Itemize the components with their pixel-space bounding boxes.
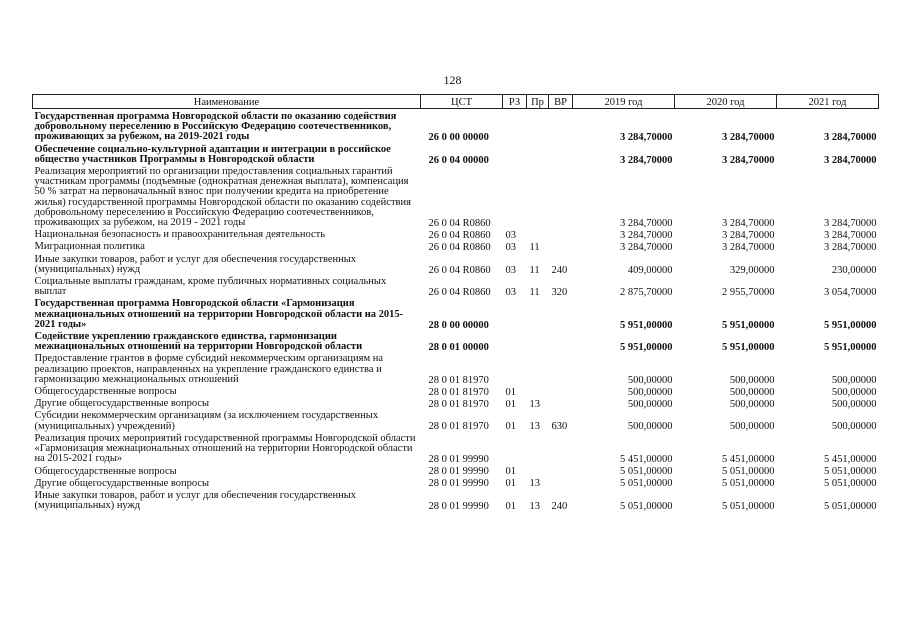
- row-amount-2020: 5 451,00000: [722, 454, 775, 465]
- row-amount-2021: 5 051,00000: [824, 466, 877, 478]
- row-amount-2019: 5 051,00000: [620, 478, 673, 490]
- row-pr-code: 13: [529, 500, 540, 512]
- column-header-pr: Пр: [527, 95, 549, 109]
- row-pr-code: [527, 166, 549, 229]
- row-amount-2020: 5 951,00000: [722, 319, 775, 331]
- row-pr-code: [527, 433, 549, 466]
- row-amount-2020: 500,00000: [729, 386, 775, 398]
- table-row: [33, 433, 879, 466]
- row-amount-2021: 5 051,00000: [824, 478, 877, 490]
- row-rz-code: [503, 331, 527, 353]
- row-amount-2021: 5 451,00000: [824, 454, 877, 465]
- table-row: [33, 353, 879, 386]
- row-vr-code: [549, 166, 573, 229]
- row-name: Национальная безопасность и правоохранительная деятельность: [34, 229, 326, 241]
- row-cst-code: 28 0 00 00000: [428, 319, 489, 331]
- table-row: [33, 298, 879, 331]
- row-rz-code: 01: [505, 386, 516, 398]
- column-header-vr: ВР: [549, 95, 573, 109]
- row-amount-2019: 3 284,70000: [620, 154, 673, 166]
- row-amount-2021: 3 054,70000: [824, 286, 877, 298]
- row-amount-2020: 500,00000: [729, 398, 775, 410]
- row-rz-code: [503, 144, 527, 166]
- row-amount-2020: 3 284,70000: [722, 154, 775, 166]
- row-rz-code: [503, 353, 527, 386]
- row-name: Государственная программа Новгородской области «Гармонизация межнациональных отношений на территории Новгородской области на 2015-2021 годы»: [34, 298, 404, 330]
- row-rz-code: [503, 433, 527, 466]
- row-cst-code: 28 0 01 81970: [428, 398, 489, 410]
- row-amount-2020: 5 051,00000: [722, 500, 775, 512]
- row-pr-code: [527, 144, 549, 166]
- row-pr-code: [527, 298, 549, 331]
- row-vr-code: [549, 331, 573, 353]
- row-amount-2021: 500,00000: [831, 398, 877, 410]
- row-name: Реализация мероприятий по организации предоставления социальных гарантий участникам программы (подъемные (однократная денежная выплата), компенсация 50 % затрат на первоначальный взнос при получении кредита на приобретение жилья) государственной программы Новгородской области по оказанию содействия добровольному переселению в Российскую Федерацию соотечественников, проживающих за рубежом, на 2019 - 2021 годы: [34, 166, 411, 229]
- row-amount-2021: 3 284,70000: [824, 229, 877, 241]
- row-amount-2019: 500,00000: [627, 386, 673, 398]
- column-header-2021: 2021 год: [777, 95, 879, 109]
- row-amount-2021: 500,00000: [831, 421, 877, 433]
- row-name: Иные закупки товаров, работ и услуг для обеспечения государственных (муниципальных) нужд: [34, 489, 357, 512]
- row-vr-code: [549, 466, 573, 478]
- row-amount-2021: 500,00000: [831, 386, 877, 398]
- table-row: [33, 386, 879, 398]
- row-rz-code: 03: [505, 264, 516, 276]
- row-amount-2020: 3 284,70000: [722, 242, 775, 254]
- table-row: [33, 111, 879, 144]
- row-vr-code: [549, 144, 573, 166]
- row-amount-2021: 3 284,70000: [824, 242, 877, 254]
- row-vr-code: [549, 386, 573, 398]
- row-amount-2019: 5 951,00000: [620, 319, 673, 331]
- row-rz-code: 01: [505, 500, 516, 512]
- row-cst-code: 26 0 04 00000: [428, 154, 489, 166]
- row-amount-2019: 3 284,70000: [620, 229, 673, 241]
- row-name: Субсидии некоммерческим организациям (за исключением государственных (муниципальных) учреждений): [34, 410, 379, 432]
- row-amount-2020: 5 951,00000: [722, 341, 775, 353]
- row-amount-2019: 500,00000: [627, 421, 673, 433]
- row-cst-code: 28 0 01 81970: [428, 421, 489, 433]
- row-vr-code: [549, 353, 573, 386]
- row-amount-2021: 500,00000: [831, 374, 877, 386]
- row-amount-2021: 3 284,70000: [824, 217, 877, 229]
- row-amount-2021: 5 951,00000: [824, 319, 877, 331]
- row-name: Иные закупки товаров, работ и услуг для обеспечения государственных (муниципальных) нужд: [34, 253, 357, 275]
- column-header-2019: 2019 год: [573, 95, 675, 109]
- row-cst-code: 28 0 01 99990: [428, 466, 489, 478]
- table-row: [33, 254, 879, 276]
- table-body: [33, 109, 879, 513]
- row-amount-2020: 5 051,00000: [722, 478, 775, 490]
- row-vr-code: [549, 398, 573, 410]
- row-cst-code: 28 0 01 99990: [428, 500, 489, 512]
- table-row: [33, 241, 879, 253]
- row-amount-2020: 500,00000: [729, 374, 775, 386]
- row-pr-code: 11: [529, 286, 540, 298]
- row-cst-code: 28 0 01 81970: [428, 386, 489, 398]
- row-rz-code: 01: [505, 398, 516, 410]
- row-pr-code: 11: [529, 242, 540, 254]
- row-vr-code: [549, 241, 573, 253]
- row-name: Миграционная политика: [34, 241, 145, 253]
- row-rz-code: [503, 298, 527, 331]
- row-name: Реализация прочих мероприятий государственной программы Новгородской области «Гармонизация межнациональных отношений на территории Новгородской области на 2015-2021 годы»: [34, 432, 416, 465]
- row-cst-code: 28 0 01 99990: [428, 454, 489, 465]
- row-cst-code: 26 0 00 00000: [428, 132, 489, 144]
- column-header-name: Наименование: [33, 95, 421, 109]
- row-name: Обеспечение социально-культурной адаптации и интеграции в российское общество участников Программы в Новгородской области: [34, 143, 391, 165]
- table-row: [33, 398, 879, 410]
- row-rz-code: 03: [505, 242, 516, 254]
- row-amount-2021: 3 284,70000: [824, 132, 877, 144]
- row-pr-code: [527, 331, 549, 353]
- row-amount-2021: 230,00000: [831, 264, 877, 276]
- row-amount-2021: 5 051,00000: [824, 500, 877, 512]
- row-vr-code: 240: [551, 264, 568, 276]
- row-cst-code: 28 0 01 99990: [428, 478, 489, 490]
- row-name: Общегосударственные вопросы: [34, 386, 177, 398]
- row-pr-code: [527, 229, 549, 241]
- row-amount-2019: 500,00000: [627, 374, 673, 386]
- row-amount-2020: 2 955,70000: [722, 286, 775, 298]
- row-amount-2019: 2 875,70000: [620, 286, 673, 298]
- row-amount-2020: 3 284,70000: [722, 217, 775, 229]
- row-name: Другие общегосударственные вопросы: [34, 398, 210, 410]
- row-amount-2021: 5 951,00000: [824, 341, 877, 353]
- row-vr-code: [549, 433, 573, 466]
- table-row: [33, 410, 879, 432]
- row-amount-2020: 500,00000: [729, 421, 775, 433]
- row-pr-code: [527, 386, 549, 398]
- row-vr-code: [549, 229, 573, 241]
- row-vr-code: 240: [551, 500, 568, 512]
- row-rz-code: 03: [505, 229, 516, 241]
- row-vr-code: [549, 298, 573, 331]
- row-cst-code: 28 0 01 81970: [428, 374, 489, 386]
- row-rz-code: [503, 166, 527, 229]
- table-row: [33, 229, 879, 241]
- row-vr-code: [549, 478, 573, 490]
- row-amount-2019: 409,00000: [627, 264, 673, 276]
- row-rz-code: 03: [505, 286, 516, 298]
- row-cst-code: 28 0 01 00000: [428, 341, 489, 353]
- table-row: [33, 276, 879, 298]
- row-vr-code: [549, 111, 573, 144]
- budget-table: [32, 94, 879, 512]
- row-name: Общегосударственные вопросы: [34, 465, 177, 477]
- row-name: Содействие укреплению гражданского единства, гармонизации межнациональных отношений на территории Новгородской области: [34, 331, 363, 353]
- row-name: Предоставление грантов в форме субсидий некоммерческим организациям на реализацию проектов, направленных на укрепление гражданского единства и гармонизацию межнациональных отношений: [34, 353, 384, 385]
- row-pr-code: 13: [529, 421, 540, 433]
- table-row: [33, 144, 879, 166]
- row-cst-code: 26 0 04 R0860: [428, 217, 491, 229]
- row-vr-code: 630: [551, 421, 568, 433]
- row-amount-2020: 5 051,00000: [722, 466, 775, 478]
- row-amount-2020: 3 284,70000: [722, 229, 775, 241]
- row-cst-code: 26 0 04 R0860: [428, 229, 491, 241]
- row-amount-2020: 3 284,70000: [722, 132, 775, 144]
- row-amount-2019: 5 051,00000: [620, 500, 673, 512]
- row-pr-code: [527, 111, 549, 144]
- row-name: Государственная программа Новгородской области по оказанию содействия добровольному переселению в Российскую Федерацию соотечественников, проживающих за рубежом, на 2019-2021 годы: [34, 111, 397, 143]
- page-number: 128: [443, 73, 462, 87]
- column-header-cst: ЦСТ: [421, 95, 503, 109]
- table-row: [33, 466, 879, 478]
- row-rz-code: 01: [505, 421, 516, 433]
- row-cst-code: 26 0 04 R0860: [428, 242, 491, 254]
- table-row: [33, 166, 879, 229]
- row-pr-code: 13: [529, 398, 540, 410]
- row-rz-code: 01: [505, 478, 516, 490]
- row-name: Социальные выплаты гражданам, кроме публичных нормативных социальных выплат: [34, 276, 387, 298]
- row-rz-code: [503, 111, 527, 144]
- table-row: [33, 490, 879, 512]
- row-pr-code: [527, 466, 549, 478]
- row-amount-2019: 5 051,00000: [620, 466, 673, 478]
- header-row: [33, 95, 879, 109]
- row-pr-code: [527, 353, 549, 386]
- table-row: [33, 331, 879, 353]
- row-rz-code: 01: [505, 466, 516, 478]
- row-amount-2019: 3 284,70000: [620, 217, 673, 229]
- column-header-2020: 2020 год: [675, 95, 777, 109]
- row-cst-code: 26 0 04 R0860: [428, 286, 491, 298]
- row-amount-2019: 3 284,70000: [620, 242, 673, 254]
- row-amount-2019: 3 284,70000: [620, 132, 673, 144]
- row-amount-2019: 5 951,00000: [620, 341, 673, 353]
- row-vr-code: 320: [551, 286, 568, 298]
- row-pr-code: 13: [529, 478, 540, 490]
- row-amount-2021: 3 284,70000: [824, 154, 877, 166]
- row-name: Другие общегосударственные вопросы: [34, 477, 210, 489]
- row-amount-2019: 5 451,00000: [620, 454, 673, 465]
- column-header-rz: РЗ: [503, 95, 527, 109]
- table-row: [33, 478, 879, 490]
- row-amount-2019: 500,00000: [627, 398, 673, 410]
- row-cst-code: 26 0 04 R0860: [428, 264, 491, 276]
- row-pr-code: 11: [529, 264, 540, 276]
- row-amount-2020: 329,00000: [729, 264, 775, 276]
